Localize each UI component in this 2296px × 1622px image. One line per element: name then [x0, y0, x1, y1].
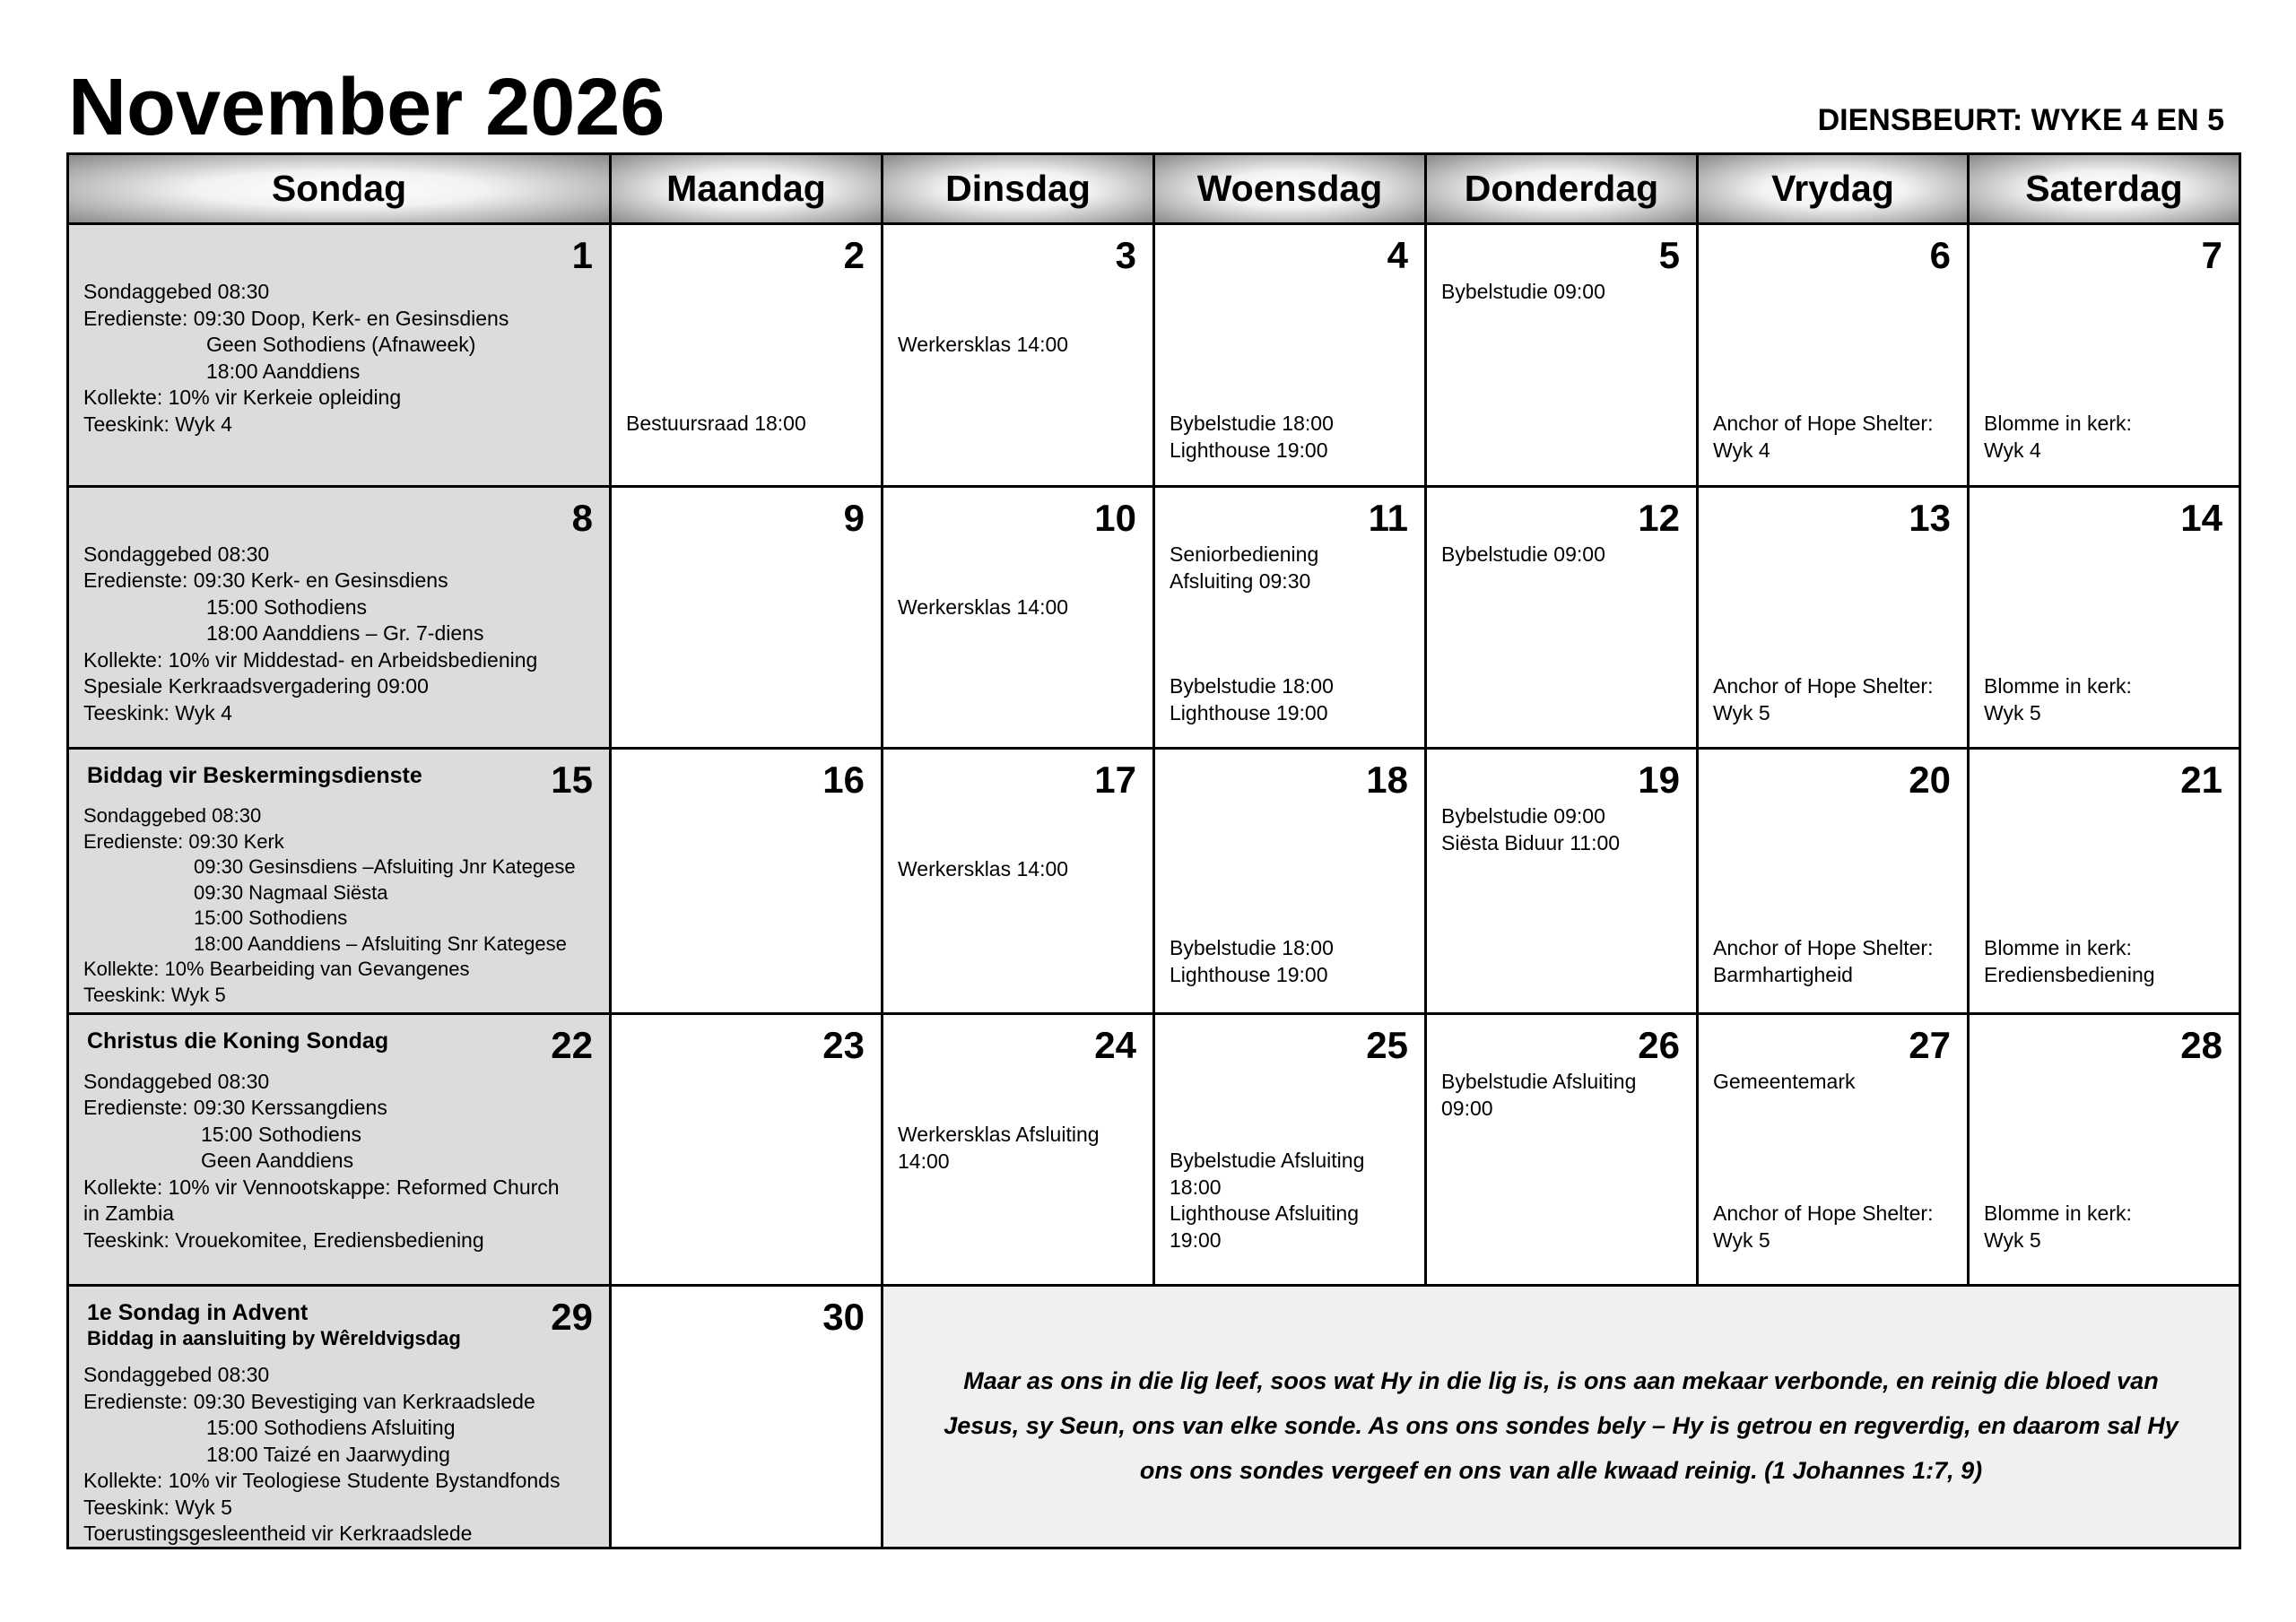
event-text: Anchor of Hope Shelter: [1713, 412, 1934, 435]
day-number: 1 [571, 234, 593, 276]
day-cell-24 [883, 1013, 1154, 1286]
event-text: Barmhartigheid [1713, 963, 1853, 987]
day-cell-3 [883, 224, 1154, 487]
day-cell-11 [1154, 486, 1426, 749]
schedule-line: Spesiale Kerkraadsvergadering 09:00 [83, 674, 429, 698]
day-cell-6 [1698, 224, 1969, 487]
day-number: 30 [822, 1296, 865, 1339]
day-number: 12 [1638, 496, 1680, 539]
day-number: 28 [2180, 1023, 2222, 1066]
sunday-theme: 1e Sondag in Advent [87, 1300, 309, 1326]
day-cell-20 [1698, 749, 1969, 1014]
event-text: Wyk 5 [1713, 700, 1770, 724]
weekday-header-saturday: Saterdag [1969, 154, 2240, 224]
sunday-schedule [83, 1069, 560, 1254]
day-cell-9 [611, 486, 883, 749]
schedule-line: Toerustingsgesleentheid vir Kerkraadslede [83, 1522, 473, 1546]
event-text: Werkersklas 14:00 [898, 594, 1069, 619]
page-title: November 2026 [68, 63, 665, 152]
day-cell-27 [1698, 1013, 1969, 1286]
day-cell-21 [1969, 749, 2240, 1014]
duty-roster-label: DIENSBEURT: WYKE 4 EN 5 [1817, 103, 2224, 137]
day-cell-23 [611, 1013, 883, 1286]
schedule-line: Eredienste: 09:30 Kerk [83, 829, 284, 853]
day-cell-7 [1969, 224, 2240, 487]
event-text: Wyk 4 [1713, 438, 1770, 462]
event-text: Wyk 5 [1984, 700, 2041, 724]
day-number: 25 [1366, 1023, 1408, 1066]
event-text: Blomme in kerk: [1984, 412, 2132, 435]
event-text: Bybelstudie 09:00 [1441, 542, 1605, 566]
event-text: Wyk 4 [1984, 438, 2041, 462]
day-number: 7 [2201, 234, 2222, 276]
schedule-line: Teeskink: Wyk 4 [83, 700, 232, 724]
day-number: 14 [2180, 496, 2222, 539]
schedule-line: Sondaggebed 08:30 [83, 280, 270, 303]
event-text: Bybelstudie 18:00 [1170, 412, 1334, 435]
event-text: Afsluiting 09:30 [1170, 568, 1311, 593]
day-number: 13 [1909, 496, 1951, 539]
day-number: 4 [1387, 234, 1408, 276]
event-text: Bybelstudie 18:00 [1170, 673, 1334, 698]
day-cell-18 [1154, 749, 1426, 1014]
event-text: Lighthouse 19:00 [1170, 700, 1328, 724]
event-text: Gemeentemark [1713, 1069, 1856, 1093]
sunday-schedule [83, 279, 509, 438]
day-number: 9 [843, 496, 865, 539]
weekday-header-row [68, 154, 2240, 224]
day-number: 26 [1638, 1023, 1680, 1066]
day-number: 20 [1909, 759, 1951, 802]
day-number: 22 [551, 1023, 593, 1066]
day-number: 21 [2180, 759, 2222, 802]
day-number: 8 [571, 496, 593, 539]
event-text: Lighthouse Afsluiting [1170, 1201, 1359, 1225]
event-text: Werkersklas 14:00 [898, 333, 1069, 356]
event-text: Bybelstudie 09:00 [1441, 804, 1605, 828]
event-text: Blomme in kerk: [1984, 673, 2132, 698]
bible-verse-cell [883, 1286, 2240, 1548]
schedule-line: 15:00 Sothodiens Afsluiting [206, 1416, 456, 1440]
event-text: Bestuursraad 18:00 [626, 412, 806, 435]
sunday-schedule [83, 1362, 560, 1548]
day-cell-15 [68, 749, 611, 1014]
schedule-line: Kollekte: 10% vir Teologiese Studente Bystandfonds [83, 1469, 561, 1493]
event-text: 19:00 [1170, 1227, 1222, 1252]
schedule-line: Eredienste: 09:30 Doop, Kerk- en Gesinsdiens [83, 306, 509, 330]
schedule-line: Eredienste: 09:30 Bevestiging van Kerkraadslede [83, 1389, 535, 1413]
schedule-line: Sondaggebed 08:30 [83, 1363, 270, 1387]
week-row [68, 749, 2240, 1014]
day-number: 29 [551, 1296, 593, 1339]
schedule-line: Sondaggebed 08:30 [83, 804, 262, 828]
calendar-grid [66, 152, 2241, 1549]
bible-verse: Maar as ons in die lig leef, soos wat Hy in die lig is, is ons aan mekaar verbonde, en reinig die bloed van Jesus, sy Seun, ons van elke sonde. As ons ons sondes bely – Hy is getrou en regverdig, en daarom sal Hy ons ons sondes vergeef en ons van alle kwaad reinig. (1 Johannes 1:7, 9) [944, 1367, 2179, 1485]
day-cell-19 [1426, 749, 1698, 1014]
event-text: Seniorbediening [1170, 542, 1319, 566]
day-number: 15 [551, 759, 593, 802]
event-text: Werkersklas Afsluiting [898, 1122, 1100, 1146]
schedule-line: Teeskink: Wyk 5 [83, 1495, 232, 1519]
event-text: Anchor of Hope Shelter: [1713, 1201, 1934, 1225]
sunday-schedule [83, 542, 537, 727]
schedule-line: Geen Sothodiens (Afnaweek) [206, 333, 476, 356]
weekday-header-friday: Vrydag [1698, 154, 1969, 224]
schedule-line: 18:00 Aanddiens – Gr. 7-diens [206, 621, 484, 646]
weekday-header-monday: Maandag [611, 154, 883, 224]
day-cell-25 [1154, 1013, 1426, 1286]
schedule-line: Eredienste: 09:30 Kerssangdiens [83, 1096, 387, 1120]
schedule-line: Kollekte: 10% vir Kerkeie opleiding [83, 386, 402, 409]
schedule-line: Kollekte: 10% vir Vennootskappe: Reformed Church [83, 1175, 560, 1199]
day-number: 6 [1929, 234, 1951, 276]
schedule-line: Kollekte: 10% Bearbeiding van Gevangenes [83, 958, 470, 981]
event-text: Lighthouse 19:00 [1170, 438, 1328, 462]
weekday-header-wednesday: Woensdag [1154, 154, 1426, 224]
schedule-line: 18:00 Aanddiens – Afsluiting Snr Kategese [194, 932, 567, 955]
day-cell-4 [1154, 224, 1426, 487]
day-cell-16 [611, 749, 883, 1014]
event-text: Bybelstudie Afsluiting [1441, 1069, 1637, 1093]
event-text: Siësta Biduur 11:00 [1441, 831, 1621, 855]
day-cell-2 [611, 224, 883, 487]
day-cell-14 [1969, 486, 2240, 749]
day-number: 27 [1909, 1023, 1951, 1066]
schedule-line: Teeskink: Wyk 4 [83, 412, 232, 436]
day-number: 24 [1094, 1023, 1136, 1066]
weekday-header-tuesday: Dinsdag [883, 154, 1154, 224]
day-number: 17 [1094, 759, 1136, 802]
sunday-schedule [83, 803, 576, 1008]
event-text: Anchor of Hope Shelter: [1713, 936, 1934, 960]
day-cell-12 [1426, 486, 1698, 749]
schedule-line: Geen Aanddiens [201, 1149, 354, 1173]
day-cell-1 [68, 224, 611, 487]
event-text: Wyk 5 [1984, 1227, 2041, 1252]
sunday-theme: Christus die Koning Sondag [87, 1028, 389, 1054]
day-cell-30 [611, 1286, 883, 1548]
event-text: Wyk 5 [1713, 1227, 1770, 1252]
day-cell-8 [68, 486, 611, 749]
schedule-line: 09:30 Nagmaal Siësta [194, 880, 388, 904]
schedule-line: Teeskink: Wyk 5 [83, 983, 226, 1006]
day-number: 16 [822, 759, 865, 802]
event-text: Bybelstudie 09:00 [1441, 280, 1605, 303]
schedule-line: 15:00 Sothodiens [201, 1122, 362, 1146]
day-number: 5 [1658, 234, 1680, 276]
day-cell-26 [1426, 1013, 1698, 1286]
day-cell-22 [68, 1013, 611, 1286]
week-row [68, 1013, 2240, 1286]
event-text: Blomme in kerk: [1984, 936, 2132, 960]
event-text: 09:00 [1441, 1096, 1493, 1120]
day-number: 11 [1368, 496, 1408, 539]
weekday-header-sunday: Sondag [68, 154, 611, 224]
day-cell-5 [1426, 224, 1698, 487]
schedule-line: Eredienste: 09:30 Kerk- en Gesinsdiens [83, 568, 448, 593]
day-number: 23 [822, 1023, 865, 1066]
schedule-line: 18:00 Taizé en Jaarwyding [206, 1442, 450, 1466]
event-text: Lighthouse 19:00 [1170, 963, 1328, 987]
event-text: Anchor of Hope Shelter: [1713, 673, 1934, 698]
week-row [68, 224, 2240, 487]
schedule-line: Sondaggebed 08:30 [83, 542, 270, 566]
day-cell-13 [1698, 486, 1969, 749]
event-text: 14:00 [898, 1149, 950, 1173]
day-number: 2 [843, 234, 865, 276]
event-text: Blomme in kerk: [1984, 1201, 2132, 1225]
schedule-line: 09:30 Gesinsdiens –Afsluiting Jnr Kategese [194, 855, 576, 879]
event-text: Erediensbediening [1984, 963, 2155, 987]
sunday-theme: Biddag vir Beskermingsdienste [87, 763, 422, 789]
day-number: 10 [1094, 496, 1136, 539]
week-row [68, 1286, 2240, 1548]
event-text: 18:00 [1170, 1175, 1222, 1199]
week-row [68, 486, 2240, 749]
day-cell-17 [883, 749, 1154, 1014]
day-number: 3 [1115, 234, 1136, 276]
schedule-line: 15:00 Sothodiens [206, 594, 368, 619]
day-cell-10 [883, 486, 1154, 749]
weekday-header-thursday: Donderdag [1426, 154, 1698, 224]
day-number: 19 [1638, 759, 1680, 802]
schedule-line: Sondaggebed 08:30 [83, 1069, 270, 1093]
event-text: Bybelstudie 18:00 [1170, 936, 1334, 960]
schedule-line: Kollekte: 10% vir Middestad- en Arbeidsbediening [83, 647, 538, 672]
schedule-line: 15:00 Sothodiens [194, 906, 348, 930]
schedule-line: 18:00 Aanddiens [206, 359, 361, 383]
day-cell-29 [68, 1286, 611, 1548]
event-text: Werkersklas 14:00 [898, 857, 1069, 881]
day-number: 18 [1366, 759, 1408, 802]
schedule-line: in Zambia [83, 1201, 174, 1226]
sunday-subtheme: Biddag in aansluiting by Wêreldvigsdag [87, 1327, 461, 1350]
day-cell-28 [1969, 1013, 2240, 1286]
schedule-line: Teeskink: Vrouekomitee, Erediensbediening [83, 1227, 484, 1252]
event-text: Bybelstudie Afsluiting [1170, 1148, 1365, 1172]
